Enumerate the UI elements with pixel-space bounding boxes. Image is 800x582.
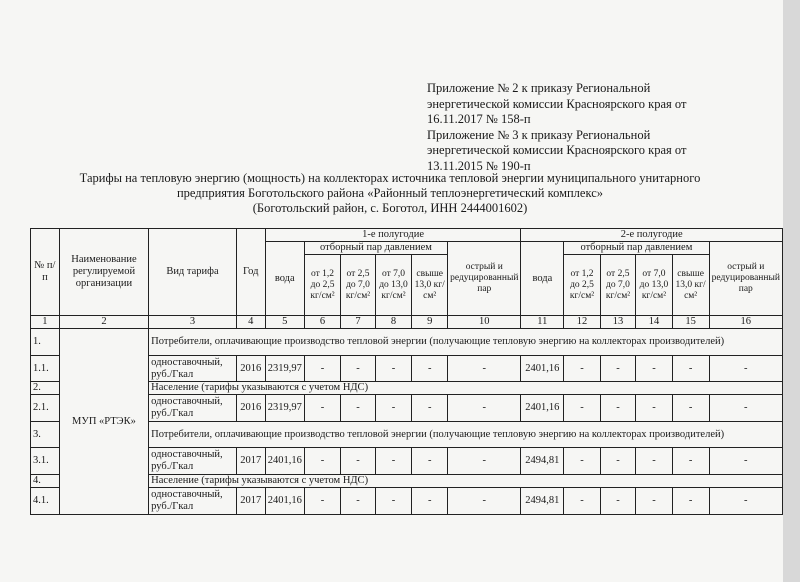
water-tariff-2: 2494,81 <box>521 488 564 515</box>
dash: - <box>412 488 448 515</box>
col-num: 13 <box>600 316 635 329</box>
header-p3: от 7,0 до 13,0 кг/см² <box>375 255 412 316</box>
tariff-type: одноставочный, руб./Гкал <box>149 448 237 475</box>
dash: - <box>341 356 375 382</box>
header-p4: свыше 13,0 кг/см² <box>672 255 709 316</box>
column-numbers-row <box>31 316 783 329</box>
header-p1: от 1,2 до 2,5 кг/см² <box>564 255 600 316</box>
dash: - <box>672 488 709 515</box>
section-label: Население (тарифы указываются с учетом НДС) <box>149 382 783 395</box>
dash: - <box>375 356 412 382</box>
dash: - <box>412 356 448 382</box>
col-num: 8 <box>375 316 412 329</box>
title-line: (Боготольский район, с. Боготол, ИНН 2444001602) <box>252 201 528 215</box>
dash: - <box>600 488 635 515</box>
col-num: 2 <box>59 316 148 329</box>
dash: - <box>304 488 340 515</box>
col-num: 16 <box>709 316 782 329</box>
appendix-line: энергетической комиссии Красноярского края от <box>427 96 687 111</box>
scan-edge <box>783 0 800 582</box>
table-row <box>31 329 783 356</box>
col-num: 6 <box>304 316 340 329</box>
tariff-type: одноставочный, руб./Гкал <box>149 488 237 515</box>
dash: - <box>341 395 375 422</box>
dash: - <box>448 448 521 475</box>
dash: - <box>709 488 782 515</box>
header-p4: свыше 13,0 кг/см² <box>412 255 448 316</box>
dash: - <box>304 395 340 422</box>
dash: - <box>412 448 448 475</box>
dash: - <box>709 356 782 382</box>
document-title <box>20 171 760 216</box>
appendix-line: энергетической комиссии Красноярского края от <box>427 143 687 157</box>
water-tariff-1: 2319,97 <box>265 395 304 422</box>
year: 2016 <box>236 395 265 422</box>
header-sharp-1: острый и редуцированный пар <box>448 242 521 316</box>
dash: - <box>564 448 600 475</box>
col-num: 3 <box>149 316 237 329</box>
year: 2017 <box>236 448 265 475</box>
header-steam-1: отборный пар давлением <box>304 242 447 255</box>
col-num: 1 <box>31 316 60 329</box>
dash: - <box>375 488 412 515</box>
dash: - <box>448 356 521 382</box>
col-num: 7 <box>341 316 375 329</box>
appendix-note <box>427 81 727 174</box>
header-p3: от 7,0 до 13,0 кг/см² <box>636 255 673 316</box>
dash: - <box>636 356 673 382</box>
dash: - <box>709 448 782 475</box>
col-num: 14 <box>636 316 673 329</box>
row-num: 3. <box>31 422 60 448</box>
tariff-table <box>30 228 783 515</box>
row-num: 2.1. <box>31 395 60 422</box>
year: 2016 <box>236 356 265 382</box>
appendix-line: 13.11.2015 № 190-п <box>427 158 531 173</box>
dash: - <box>304 448 340 475</box>
water-tariff-2: 2401,16 <box>521 356 564 382</box>
dash: - <box>564 395 600 422</box>
water-tariff-1: 2401,16 <box>265 448 304 475</box>
row-num: 1.1. <box>31 356 60 382</box>
dash: - <box>448 488 521 515</box>
dash: - <box>304 356 340 382</box>
header-p2: от 2,5 до 7,0 кг/см² <box>341 255 375 316</box>
dash: - <box>672 395 709 422</box>
col-num: 10 <box>448 316 521 329</box>
dash: - <box>709 395 782 422</box>
appendix-line: Приложение № 3 к приказу Региональной <box>427 127 651 142</box>
col-num: 11 <box>521 316 564 329</box>
year: 2017 <box>236 488 265 515</box>
header-water-2: вода <box>521 242 564 316</box>
row-num: 1. <box>31 329 60 356</box>
dash: - <box>600 356 635 382</box>
header-half1: 1-е полугодие <box>265 229 521 242</box>
water-tariff-1: 2401,16 <box>265 488 304 515</box>
dash: - <box>564 488 600 515</box>
dash: - <box>600 395 635 422</box>
dash: - <box>636 395 673 422</box>
header-p1: от 1,2 до 2,5 кг/см² <box>304 255 340 316</box>
appendix-line: Приложение № 2 к приказу Региональной <box>427 81 651 95</box>
title-line: предприятия Боготольского района «Районный теплоэнергетический комплекс» <box>176 186 604 200</box>
dash: - <box>448 395 521 422</box>
dash: - <box>672 356 709 382</box>
dash: - <box>341 448 375 475</box>
header-num: № п/п <box>31 229 60 316</box>
dash: - <box>412 395 448 422</box>
dash: - <box>375 448 412 475</box>
dash: - <box>564 356 600 382</box>
tariff-type: одноставочный, руб./Гкал <box>149 395 237 422</box>
dash: - <box>341 488 375 515</box>
header-sharp-2: острый и редуцированный пар <box>709 242 782 316</box>
col-num: 15 <box>672 316 709 329</box>
col-num: 12 <box>564 316 600 329</box>
col-num: 9 <box>412 316 448 329</box>
dash: - <box>636 488 673 515</box>
water-tariff-2: 2401,16 <box>521 395 564 422</box>
header-type: Вид тарифа <box>149 229 237 316</box>
header-p2: от 2,5 до 7,0 кг/см² <box>600 255 635 316</box>
row-num: 4.1. <box>31 488 60 515</box>
row-num: 3.1. <box>31 448 60 475</box>
dash: - <box>600 448 635 475</box>
appendix-line: 16.11.2017 № 158-п <box>427 112 531 126</box>
section-label: Потребители, оплачивающие производство тепловой энергии (получающие тепловую энергию на коллекторах производителей) <box>149 329 783 356</box>
header-water-1: вода <box>265 242 304 316</box>
header-steam-2: отборный пар давлением <box>564 242 709 255</box>
header-half2: 2-е полугодие <box>521 229 783 242</box>
org-name: МУП «РТЭК» <box>59 329 148 515</box>
title-line: Тарифы на тепловую энергию (мощность) на коллекторах источника тепловой энергии муниципального унитарного <box>79 171 701 185</box>
row-num: 2. <box>31 382 60 395</box>
dash: - <box>375 395 412 422</box>
section-label: Население (тарифы указываются с учетом НДС) <box>149 475 783 488</box>
section-label: Потребители, оплачивающие производство тепловой энергии (получающие тепловую энергию на коллекторах производителей) <box>149 422 783 448</box>
dash: - <box>636 448 673 475</box>
tariff-type: одноставочный, руб./Гкал <box>149 356 237 382</box>
col-num: 4 <box>236 316 265 329</box>
water-tariff-1: 2319,97 <box>265 356 304 382</box>
header-org: Наименование регулируемой организации <box>59 229 148 316</box>
dash: - <box>672 448 709 475</box>
water-tariff-2: 2494,81 <box>521 448 564 475</box>
header-year: Год <box>236 229 265 316</box>
row-num: 4. <box>31 475 60 488</box>
col-num: 5 <box>265 316 304 329</box>
